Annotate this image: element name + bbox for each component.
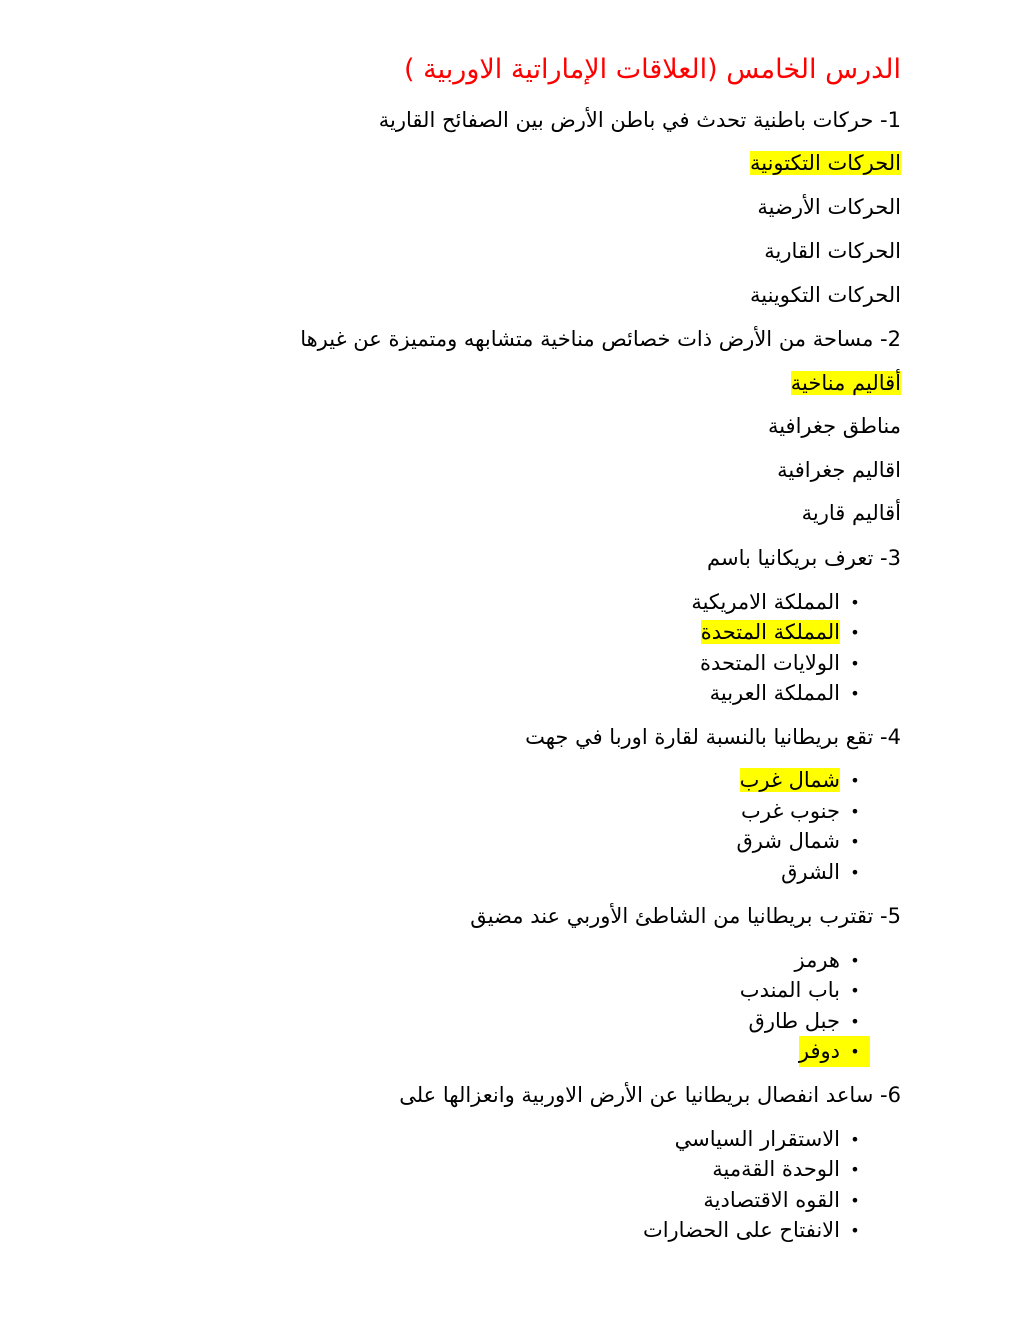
option-text: أقاليم قارية (801, 501, 901, 525)
option-text: الاستقرار السياسي (674, 1127, 840, 1151)
bullet: • (850, 951, 860, 970)
bullet: • (850, 1042, 860, 1061)
option-text-highlighted: دوفر (798, 1039, 840, 1063)
q6-option-3 (703, 1185, 870, 1216)
bullet: • (850, 1160, 860, 1179)
option-text: اقاليم جغرافية (777, 458, 901, 482)
option-text: الحركات التكوينية (749, 283, 901, 307)
question-number: 2- (880, 327, 901, 351)
q1-option-3 (764, 236, 901, 266)
option-text-highlighted: الحركات التكتونية (749, 151, 901, 175)
bullet: • (850, 1012, 860, 1031)
question-4 (525, 722, 901, 752)
question-number: 1- (880, 108, 901, 132)
bullet: • (850, 623, 860, 642)
q5-option-3 (749, 1006, 870, 1037)
option-text: شمال شرق (736, 829, 840, 853)
question-1 (379, 105, 901, 135)
question-6 (399, 1080, 901, 1110)
bullet: • (850, 863, 860, 882)
option-text-highlighted: أقاليم مناخية (790, 371, 901, 395)
option-text: جنوب غرب (741, 799, 840, 823)
bullet: • (850, 802, 860, 821)
bullet: • (850, 771, 860, 790)
q4-option-1 (740, 765, 870, 796)
q6-option-1 (675, 1124, 870, 1155)
q2-option-4 (802, 498, 901, 528)
question-text: تعرف بريكانيا باسم (707, 546, 874, 570)
q5-option-2 (740, 975, 870, 1006)
option-text: الحركات الأرضية (757, 195, 901, 219)
question-3 (707, 543, 901, 573)
question-text: حركات باطنية تحدث في باطن الأرض بين الصفائح القارية (378, 108, 874, 132)
bullet: • (850, 832, 860, 851)
q1-option-1 (750, 148, 901, 178)
bullet: • (850, 1221, 860, 1240)
question-text: ساعد انفصال بريطانيا عن الأرض الاوربية وانعزالها على (399, 1083, 874, 1107)
q4-option-3 (736, 826, 870, 857)
question-number: 4- (880, 725, 901, 749)
q5-option-4 (799, 1036, 870, 1067)
option-text: الولايات المتحدة (699, 651, 840, 675)
bullet: • (850, 981, 860, 1000)
bullet: • (850, 684, 860, 703)
bullet: • (850, 593, 860, 612)
q4-option-2 (741, 796, 870, 827)
q3-option-3 (700, 648, 870, 679)
bullet: • (850, 654, 860, 673)
q2-option-3 (777, 455, 901, 485)
option-text: المملكة الامريكية (691, 590, 840, 614)
option-text: هرمز (794, 948, 840, 972)
question-text: مساحة من الأرض ذات خصائص مناخية متشابهه ومتميزة عن غيرها (300, 327, 874, 351)
question-5 (470, 901, 901, 931)
option-text: الانفتاح على الحضارات (642, 1218, 840, 1242)
option-text: الحركات القارية (764, 239, 901, 263)
q3-option-4 (710, 678, 870, 709)
q2-option-1 (791, 368, 901, 398)
option-text: جبل طارق (748, 1009, 840, 1033)
option-text: الشرق (781, 860, 840, 884)
option-text-highlighted: المملكة المتحدة (700, 620, 840, 644)
q2-option-2 (768, 411, 901, 441)
q6-option-4 (643, 1215, 870, 1246)
question-number: 6- (880, 1083, 901, 1107)
question-text: تقع بريطانيا بالنسبة لقارة اوربا في جهت (525, 725, 874, 749)
bullet: • (850, 1191, 860, 1210)
option-text: القوه الاقتصادية (703, 1188, 840, 1212)
q5-option-1 (795, 945, 871, 976)
question-number: 3- (880, 546, 901, 570)
question-number: 5- (880, 904, 901, 928)
q3-option-2 (701, 617, 870, 648)
lesson-title: الدرس الخامس (العلاقات الإماراتية الاوربية ) (404, 54, 901, 85)
q1-option-2 (757, 192, 901, 222)
q1-option-4 (750, 280, 901, 310)
bullet: • (850, 1130, 860, 1149)
q4-option-4 (781, 857, 870, 888)
q3-option-1 (691, 587, 870, 618)
option-text-highlighted: شمال غرب (739, 768, 840, 792)
option-text: باب المندب (739, 978, 840, 1002)
option-text: الوحدة القةمية (712, 1157, 840, 1181)
question-text: تقترب بريطانيا من الشاطئ الأوربي عند مضيق (470, 904, 874, 928)
option-text: المملكة العربية (709, 681, 840, 705)
q6-option-2 (712, 1154, 870, 1185)
option-text: مناطق جغرافية (767, 414, 901, 438)
question-2 (300, 324, 901, 354)
